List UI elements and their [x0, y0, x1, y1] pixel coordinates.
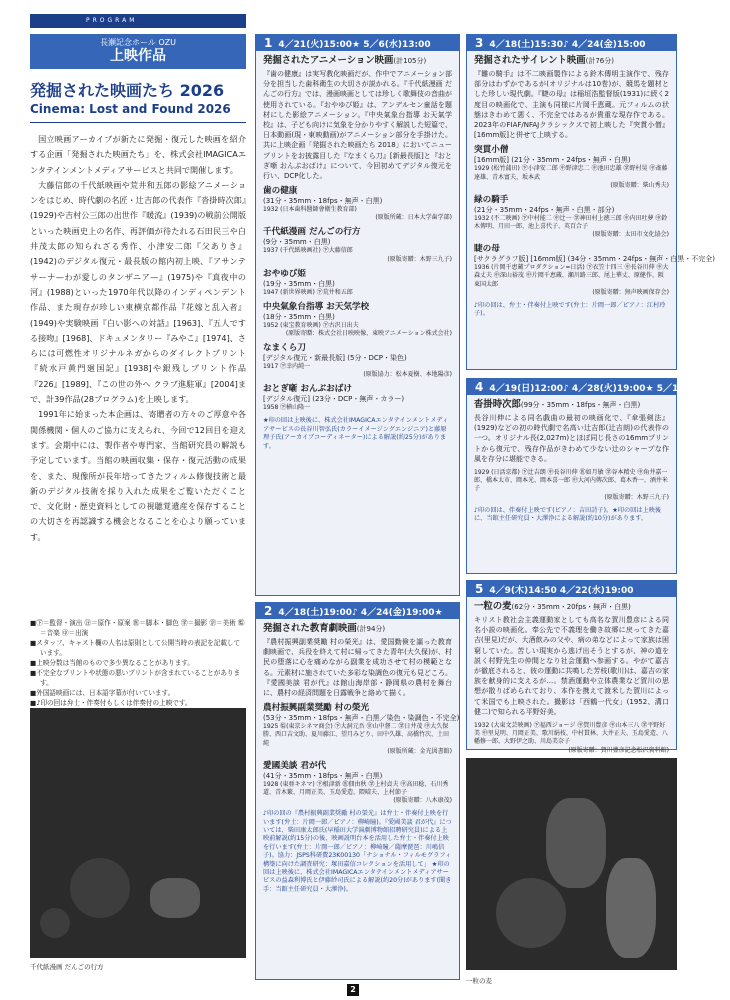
- intro-paragraph: 1991年に始まった本企画は、寄贈者の方々のご厚意や各関係機関・個人のご協力に支えられ、今回で12回目を迎えます。会期中には、製作者や専門家、当館研究員の解説も予定しています。当館の映画収集・保存・復元活動の成果を、また、現像所が長年培ってきたフィルム修復技術と最新のデジタル技術を採り入れた成果をご覧いただくことで、文化財・歴史資料としての視聴覚遺産を保存することの大切さを再認識する機会となることを心より願っています。: [30, 409, 246, 542]
- program-header: 4 4／19(日)12:00♪ 4／28(火)19:00★ 5／10(日)12:00: [467, 379, 676, 395]
- program-title: 発掘されたサイレント映画(計76分): [474, 55, 614, 66]
- program-description: 『雛の騎手』は不二映画製作による鈴木傳明主演作で、残存部分はわずかであるが(オリジナルは10巻)が、競馬を題材とした珍しい現代劇。『睫の母』は稲垣浩監督版(1931)に続く2度目の映画化で、主演も同様に片岡千恵蔵。元フィルムの状態はきわめて悪く、不完全ではあるが貴重な現存作である。2023年のFIAF/NFAJクラシックスで初上映した『突貫小僧』[16mm版]と併せて上映する。: [474, 70, 669, 140]
- program-description: 『農村振興副業奨勵 村の榮光』は、愛国勤倹を謳った教育劇映画で、兵役を終えて村に帰ってきた青年(大久保)が、村民の堕落に心を痛めながら副業を成功させて村の模範となる。元素材に施されていた多彩な染調色の復元も見どころ。『愛國美談 君が代』は館山海岸部・静岡県の農村を舞台に、農村の経済問題を日露戦争と絡めて描く。: [263, 638, 452, 698]
- note-item: ■上映分数は当館のもので多少異なることがあります。: [30, 659, 194, 667]
- film-entry: 緑の騎手 (21分・35mm・24fps・無声・白黒・部分) 1932 (不二映画) ㊦中村能二 ㊥辻一 ㊫神田村上徳三郎 ㊥内田吐夢 ㊥鈴木傳明、月田一郎、池上喜代子、英百合子 (原版寄贈：太田市文化協会): [474, 194, 669, 239]
- film-entry: なまくら刀 [デジタル復元・新最長版] (5分・DCP・染色) 1917 ㊦幸内純一 (原版協力：松本夏樹、本地陽彦): [263, 343, 452, 379]
- note-item: ■スタッフ、キャスト欄の人名は原則として公開当時の表記を記載しています。: [30, 639, 241, 657]
- photo-caption-right: 一粒の麦: [466, 977, 492, 985]
- program-note: ♪印の回は、弁士・伴奏付上映です(弁士：片岡一郎／ピアノ：江村玲子)。: [474, 301, 666, 318]
- venue-banner: [30, 34, 246, 69]
- note-item: ■外国語映画には、日本語字幕が付いています。: [30, 689, 175, 697]
- program-card-4: [466, 378, 730, 574]
- program-header: 3 4／18(土)15:30♪ 4／24(金)15:00: [467, 35, 676, 51]
- film-entry: 愛國美談 君が代 (41分・35mm・18fps・無声・白黒) 1928 (東亜キネマ) ㊦根津新 ㊩佃由秋 ㊫上村貞夫 ㊥高田稔、石川秀道、青木繁、月岡正美、玉島愛造、隈晴夫、上村節子 (原版寄贈：八木康茂): [263, 760, 452, 805]
- film-entry: 睫の母 [サクラグラフ版] [16mm版] (34分・35mm・24fps・無声・白黒・不完全) 1936 (片岡千恵蔵プロダクション=日活) ㊦衣笠十四三 ㊥長谷川伸 ㊥大森丈夫 ㊥深山裕茂 ㊥片岡千恵蔵、瀬川路三郎、尾上華丈、原健作、阪東国太郎 (原版寄贈：無声映画保存会): [474, 244, 716, 296]
- program-card-5: [466, 580, 677, 754]
- page-subtitle: Cinema: Lost and Found 2026: [30, 102, 231, 116]
- intro-paragraph: 大藤信郎の千代紙映画や荒井和五郎の影絵アニメーションをはじめ、時代劇の名匠・辻吉郎の代表作『沓掛時次郎』(1929)や吉村公三郎の出世作『暖流』(1939)の戦前公開版といった映画史上の名作、再評価が待たれる石田民三や白井茂太郎の知られざる秀作、小津安二郎『父ありき』(1942)のデジタル復元・最長版の館内初上映、『アサンテサーナ—わが愛しのタンザニア—』(1975)や『真夜中の河』(1988)といった1970年代以降のインディペンデント作品、また現存が珍しい東横京都作品『花嫁と乱入者』(1949)や実験映画『白い影への対話』[1963]、『五人でする接吻』[1968]、ドキュメンタリー『みやこ』[1974]、さらには可燃性オリジナルネガからのダイレクトプリント『続水戸黄門廻国記』[1938]や銀残しプリント作品『226』[1989]、『この世の外へ クラブ進駐軍』[2004]まで、計39作品(28プログラム)を上映します。: [30, 179, 246, 405]
- film-entry: 突貫小僧 [16mm版] (21分・35mm・24fps・無声・白黒) 1929 (松竹蒲田) ㊦小津安二郎 ㊥野津忠二 ㊥池田忠雄 ㊫野村昊 ㊥斎藤達雄、青木富夫、坂本武 (原版寄贈：柴山秀夫): [474, 145, 669, 189]
- venue-section: 上映作品: [110, 48, 166, 64]
- photo-caption-left: 千代紙漫画 だんごの行方: [30, 963, 104, 971]
- film-entry: 千代紙漫画 だんごの行方 (9分・35mm・白黒) 1937 (千代紙映画社) ㊦大藤信郎 (原版寄贈：木野三九子): [263, 227, 452, 263]
- program-header: 1 4／21(火)15:00★ 5／6(水)13:00: [256, 35, 459, 51]
- program-header: 5 4／9(木)14:50 4／22(水)19:00: [467, 581, 676, 597]
- note-item: ■㊦＝監督・演出 ㊟＝原作・原案 ㊩＝脚本・脚色 ㊫＝撮影 ㊪＝美術 ㊬＝音楽 ㊥＝出演: [30, 619, 245, 637]
- film-entry: おとぎ噺 おんぶおばけ [デジタル復元] (23分・DCP・無声・カラー) 1958 ㊦横山隆一: [263, 384, 405, 412]
- page-number: 2: [347, 984, 359, 996]
- program-description: キリスト教社会主義運動家としても高名な賀川豊彦による同名小説の映画化。奉公先で不義理を働き故郷に戻ってきた嘉吉(里見)だが、大酒飲みの父や、病の弟などによって家族は困窮していた。苦しい現実から逃げ出そうとするが、神の道を説く村野先生の仲間となり社会運動へ参画する。やがて嘉吉が徹底されると、彼の運動に共鳴した芳枝(歌川)は、嘉吉の家族を献身的に支えるが…。禁酒運動や立体農業など賀川の思想が散りばめられており、本作を携えて渡米した賀川によって米国でも上映された。撮影は「西鶴一代女」(1952、溝口健二)で知られる平野好美。: [474, 616, 669, 716]
- program-description: 『歯の健康』は実写教化映画だが、作中でアニメーション部分を担当した歯科衛生の大切さが説かれる。『千代紙漫画 だんごの行方』では、漫画映画としては珍しく歌舞伎の音曲が使用されている。『おやゆび姫』は、アンデルセン童話を題材にした影絵アニメーション。『中央氣象台指導 お天氣学校』は、子ども向けに気象を分かりやすく解説した短篇で、日本動画(現・東映動画)がアニメーション部分を手掛けた。共に上映企画「発掘された映画たち 2018」においてニュープリントをお披露目した『なまくら刀』[新最長版]と『おとぎ噺 おんぶおばけ』について、今回初めてデジタル復元を行い、DCP化した。: [263, 70, 452, 181]
- program-note: ★印の回は上映後に、株式会社IMAGICAエンタテインメントメディアサービスの長谷川智弘氏(カラーイメージングエンジニア)と藤原理子氏(アーカイブコーディネーター)による解説(約25分)があります。: [263, 417, 449, 450]
- program-description: 長谷川伸による同名戯曲の最初の映画化で、『傘張剣法』(1929)などの初の時代劇で名高い辻吉郎(辻吉朗)の代表作の一つ。オリジナル長(2,027m)とほぼ同じ長さの16mmプリントから復元で、残存作品がきわめて少ない辻のシャープな作風を存分に堪能できる。: [474, 414, 669, 463]
- venue-name: 長瀬記念ホール OZU: [99, 38, 176, 47]
- program-note: ♪印の回の『農村振興副業奨勵 村の榮光』は弁士・伴奏付上映を行います(弁士：片岡一郎／ピアノ：柳崎瞳)。『愛國美談 君が代』については、柴田康太郎氏(早稲田大学演劇博物館招聘研究員)による上映前解説(約15分)の後、映画説明台本を活用した弁士・伴奏付上映を行います(弁士：片岡一郎／ピアノ：柳崎瞳／薩摩琵琶：川嶋信子)。協力：JSPS科研費23K00130「ナショナル・フィルモグラフィ構築に向けた調査研究：塚田嘉信コレクションを活用して」 ★印の回は上映後に、株式会社IMAGICAエンタテインメントメディアサービスの益森利博氏と伊藤紗司氏による解説(約20分)があります(聞き手：当館主任研究員・大澤浄)。: [263, 810, 452, 893]
- program-card-1: [255, 34, 460, 596]
- program-header: 2 4／18(土)19:00♪ 4／24(金)19:00★: [256, 603, 459, 619]
- program-label: PROGRAM: [30, 14, 246, 28]
- film-entry: おやゆび姫 (19分・35mm・白黒) 1947 (新世界映画) ㊦荒井和五郎: [263, 268, 353, 296]
- film-entry: 農村振興副業奨勵 村の榮光 (53分・35mm・18fps・無声・白黒／染色・染調色・不完全) 1925 ㊬(東京シネマ商会) ㊦大洞元吾 ㊪山中督二 ㊫日井茂 ㊥大久保勝、西口吉文助、夏川藤江、望月みどり、田中久雄、高橋竹次、土田純 (原版所蔵：金光図書館): [263, 703, 460, 755]
- program-card-3: [466, 34, 716, 370]
- note-item: ■不完全なプリントや状態の悪いプリントが含まれていることがあります。: [30, 669, 241, 687]
- intro-text: [30, 132, 246, 545]
- legend-notes: [30, 618, 246, 718]
- program-title: 沓掛時次郎(99分・35mm・18fps・無声・白黒): [474, 399, 641, 410]
- intro-paragraph: 国立映画アーカイブが新たに発掘・復元した映画を紹介する企画「発掘された映画たち」を、株式会社IMAGICAエンタテインメントメディアサービスと共同で開催します。: [30, 134, 246, 175]
- film-entry: 1932 (大東文芸映画) ㊦福西ジョージ ㊥賀川豊彦 ㊥山本三八 ㊫平野好美 ㊥里見明、月岡正美、歌川絹枝、中村貫林、大井正夫、玉島愛造、八幡修一郎、大野伊之助、川島美奈子 (原版寄贈：賀川豊彦記念松沢資料館): [474, 722, 669, 754]
- film-entry: 歯の健康 (31分・35mm・18fps・無声・白黒) 1932 (日本歯科醫師會衛生教育部) (原版所蔵：日本大学歯学部): [263, 186, 452, 222]
- title-divider: [30, 122, 246, 123]
- program-title: 一粒の麦(62分・35mm・20fps・無声・白黒): [474, 601, 631, 612]
- program-title: 発掘されたアニメーション映画(計105分): [263, 55, 427, 66]
- program-note: ♪印の回は、伴奏付上映です(ピアノ：吉田詩子)。★印の回は上映後に、当館主任研究員・大澤浄による解説(約10分)があります。: [474, 506, 662, 523]
- note-item: ■♪印の回は弁士・伴奏付もしくは伴奏付の上映です。: [30, 699, 192, 707]
- still-photo-ichiryu: [466, 758, 677, 970]
- page-title: 発掘された映画たち 2026: [30, 81, 225, 100]
- film-entry: 中央氣象台指導 お天気学校 (18分・35mm・白黒) 1952 (東宝教育映画) ㊦古沢日出夫 (原版寄贈：株式会社日映映像、東映アニメーション株式会社): [263, 301, 452, 338]
- still-photo-dango: [30, 708, 246, 958]
- program-card-2: [255, 602, 460, 980]
- film-entry: 1929 (日活京都) ㊦辻吉朗 ㊥長谷川伸 ㊩如月敏 ㊫谷本精史 ㊥角井嘉一郎、橋本太市、岡本光、岡本喜一郎 ㊥大河内傳次郎、葛木香一、酒井米子 (原版寄贈：木野三九子): [474, 469, 669, 501]
- program-title: 発掘された教育劇映画(計94分): [263, 623, 386, 634]
